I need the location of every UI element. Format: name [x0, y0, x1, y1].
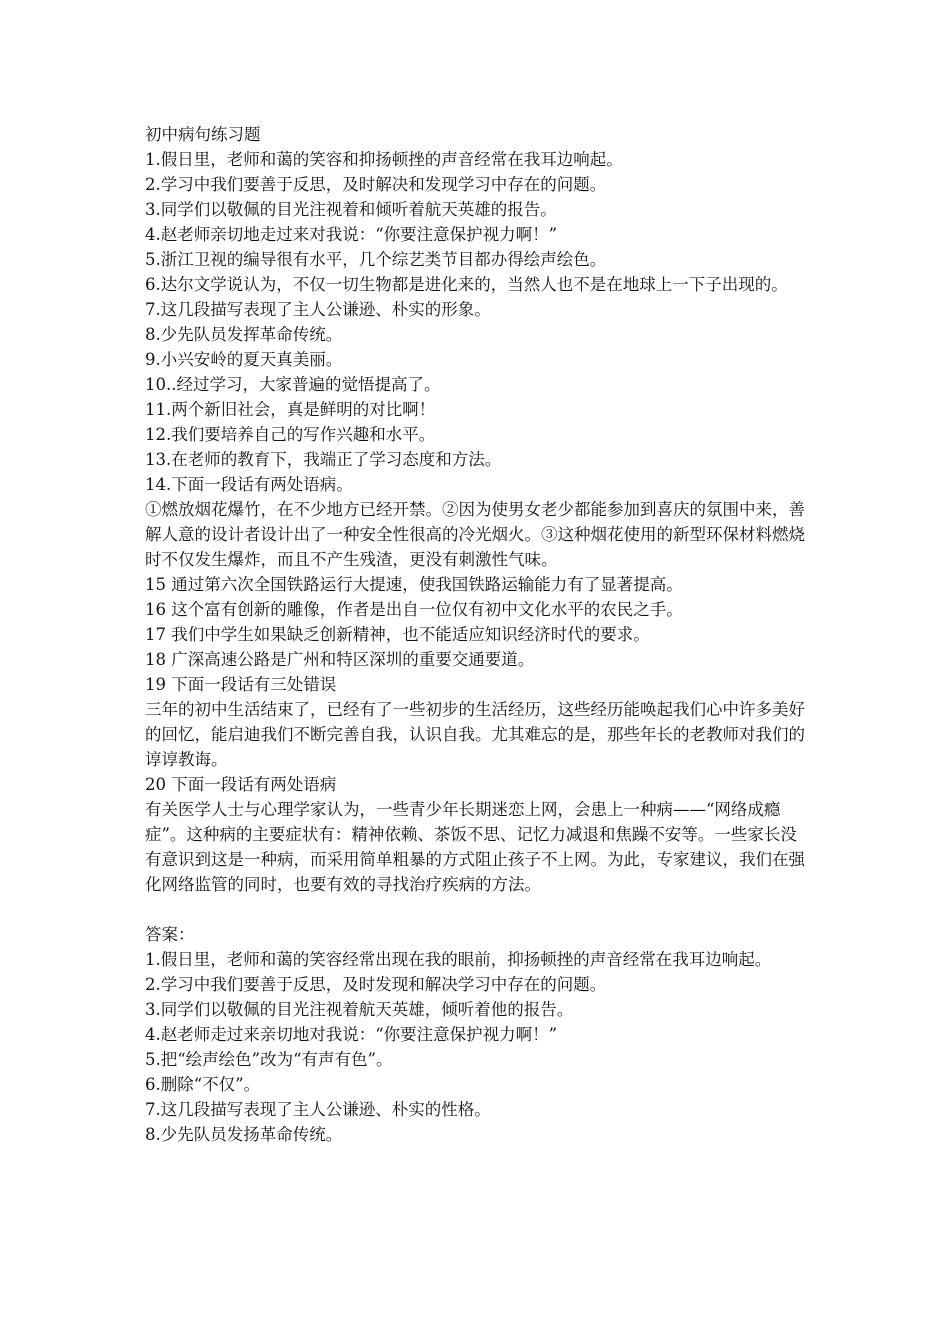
- question-7: 7.这几段描写表现了主人公谦逊、朴实的形象。: [145, 300, 491, 319]
- answer-8: 8.少先队员发扬革命传统。: [145, 1125, 343, 1144]
- question-3: 3.同学们以敬佩的目光注视着和倾听着航天英雄的报告。: [145, 200, 557, 219]
- question-1: 1.假日里，老师和蔼的笑容和抑扬顿挫的声音经常在我耳边响起。: [145, 150, 623, 169]
- question-19: 19 下面一段话有三处错误: [145, 675, 337, 694]
- question-11: 11.两个新旧社会，真是鲜明的对比啊！: [145, 400, 436, 419]
- answers-title: 答案：: [145, 925, 195, 944]
- question-14: 14.下面一段话有两处语病。: [145, 475, 353, 494]
- question-16: 16 这个富有创新的雕像，作者是出自一位仅有初中文化水平的农民之手。: [145, 600, 683, 619]
- question-8: 8.少先队员发挥革命传统。: [145, 325, 343, 344]
- question-19-passage: 三年的初中生活结束了，已经有了一些初步的生活经历，这些经历能唤起我们心中许多美好的回忆，能启迪我们不断完善自我，认识自我。尤其难忘的是，那些年长的老教师对我们的谆谆教诲。: [145, 700, 805, 769]
- question-17: 17 我们中学生如果缺乏创新精神，也不能适应知识经济时代的要求。: [145, 625, 650, 644]
- question-18: 18 广深高速公路是广州和特区深圳的重要交通要道。: [145, 650, 535, 669]
- question-4: 4.赵老师亲切地走过来对我说：“你要注意保护视力啊！”: [145, 225, 558, 244]
- question-20-passage: 有关医学人士与心理学家认为，一些青少年长期迷恋上网，会患上一种病——“网络成瘾症”。这种病的主要症状有：精神依赖、茶饭不思、记忆力减退和焦躁不安等。一些家长没有意识到这是一种病，而采用简单粗暴的方式阻止孩子不上网。为此，专家建议，我们在强化网络监管的同时，也要有效的寻找治疗疾病的方法。: [145, 800, 805, 894]
- question-10: 10..经过学习，大家普遍的觉悟提高了。: [145, 375, 441, 394]
- question-12: 12.我们要培养自己的写作兴趣和水平。: [145, 425, 436, 444]
- answer-4: 4.赵老师走过来亲切地对我说：“你要注意保护视力啊！”: [145, 1025, 558, 1044]
- answer-1: 1.假日里，老师和蔼的笑容经常出现在我的眼前，抑扬顿挫的声音经常在我耳边响起。: [145, 950, 772, 969]
- answer-3: 3.同学们以敬佩的目光注视着航天英雄，倾听着他的报告。: [145, 1000, 574, 1019]
- answer-5: 5.把“绘声绘色”改为“有声有色”。: [145, 1050, 393, 1069]
- answer-6: 6.删除“不仅”。: [145, 1075, 261, 1094]
- question-9: 9.小兴安岭的夏天真美丽。: [145, 350, 343, 369]
- question-15: 15 通过第六次全国铁路运行大提速，使我国铁路运输能力有了显著提高。: [145, 575, 683, 594]
- document-page: [145, 122, 810, 1147]
- question-13: 13.在老师的教育下，我端正了学习态度和方法。: [145, 450, 502, 469]
- document-title: 初中病句练习题: [145, 125, 261, 144]
- question-20: 20 下面一段话有两处语病: [145, 775, 337, 794]
- answer-2: 2.学习中我们要善于反思，及时发现和解决学习中存在的问题。: [145, 975, 607, 994]
- question-6: 6.达尔文学说认为，不仅一切生物都是进化来的，当然人也不是在地球上一下子出现的。: [145, 275, 788, 294]
- answer-7: 7.这几段描写表现了主人公谦逊、朴实的性格。: [145, 1100, 491, 1119]
- question-14-passage: ①燃放烟花爆竹，在不少地方已经开禁。②因为使男女老少都能参加到喜庆的氛围中来，善解人意的设计者设计出了一种安全性很高的冷光烟火。③这种烟花使用的新型环保材料燃烧时不仅发生爆炸，而且不产生残渣，更没有刺激性气味。: [145, 500, 805, 569]
- question-2: 2.学习中我们要善于反思，及时解决和发现学习中存在的问题。: [145, 175, 607, 194]
- question-5: 5.浙江卫视的编导很有水平，几个综艺类节目都办得绘声绘色。: [145, 250, 607, 269]
- spacer: [145, 897, 810, 922]
